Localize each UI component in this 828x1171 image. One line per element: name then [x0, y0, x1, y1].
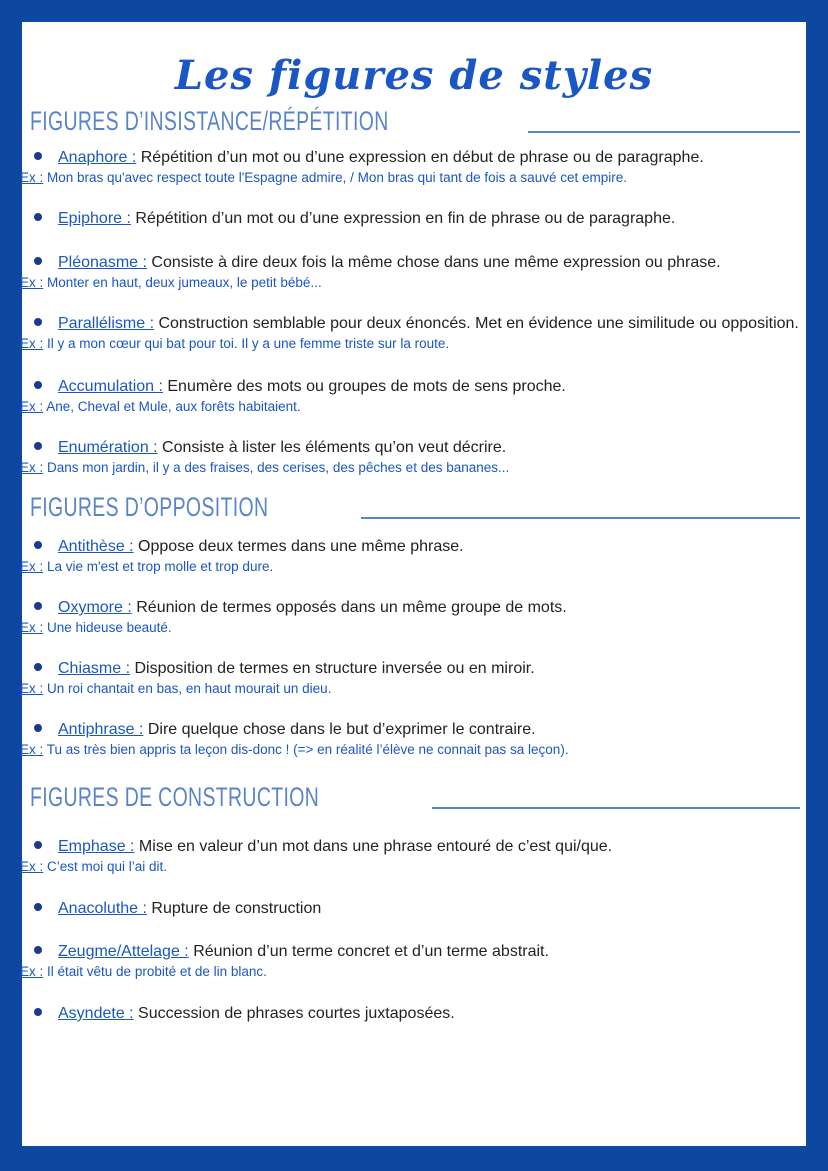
example-line: Ex : Mon bras qu'avec respect toute l'Espagne admire, / Mon bras qui tant de fois a sauvé cet empire. — [20, 170, 627, 185]
bullet-icon — [34, 946, 42, 954]
example-line: Ex : Monter en haut, deux jumeaux, le petit bébé... — [20, 275, 322, 290]
example-line: Ex : Il était vêtu de probité et de lin blanc. — [20, 964, 267, 979]
section-heading-construction — [30, 782, 800, 813]
section-heading-opposition — [30, 492, 800, 523]
section-rule — [528, 131, 800, 133]
term-label: Anacoluthe : — [58, 900, 147, 917]
bullet-icon — [34, 541, 42, 549]
term-label: Accumulation : — [58, 378, 163, 395]
term-definition: Réunion d’un terme concret et d’un terme abstrait. — [188, 943, 549, 960]
example-line: Ex : Dans mon jardin, il y a des fraises, des cerises, des pêches et des bananes... — [20, 460, 510, 475]
term-label: Enumération : — [58, 439, 158, 456]
example-line: Ex : Un roi chantait en bas, en haut mourait un dieu. — [20, 681, 332, 696]
term-label: Chiasme : — [58, 660, 131, 677]
list-item — [22, 438, 806, 477]
bullet-icon — [34, 602, 42, 610]
term-label: Epiphore : — [58, 210, 131, 227]
list-item — [22, 659, 806, 698]
example-line: Ex : Ane, Cheval et Mule, aux forêts habitaient. — [20, 399, 301, 414]
example-line: Ex : Une hideuse beauté. — [20, 620, 172, 635]
list-item — [22, 598, 806, 637]
term-definition: Répétition d’un mot ou d’une expression en début de phrase ou de paragraphe. — [136, 149, 704, 166]
term-label: Oxymore : — [58, 599, 132, 616]
list-item — [22, 377, 806, 416]
term-definition: Réunion de termes opposés dans un même groupe de mots. — [131, 599, 567, 616]
term-definition: Dire quelque chose dans le but d’exprimer le contraire. — [143, 721, 536, 738]
bullet-icon — [34, 1008, 42, 1016]
term-definition: Enumère des mots ou groupes de mots de sens proche. — [162, 378, 566, 395]
example-line: Ex : Il y a mon cœur qui bat pour toi. Il y a une femme triste sur la route. — [20, 336, 450, 351]
list-item — [22, 314, 806, 353]
term-label: Antiphrase : — [58, 721, 144, 738]
bullet-icon — [34, 903, 42, 911]
term-definition: Répétition d’un mot ou d’une expression en fin de phrase ou de paragraphe. — [130, 210, 676, 227]
list-item — [22, 148, 806, 187]
section-heading-label: FIGURES D’INSISTANCE/RÉPÉTITION — [30, 106, 389, 136]
list-item — [22, 720, 806, 759]
term-definition: Consiste à lister les éléments qu’on veut décrire. — [157, 439, 507, 456]
bullet-icon — [34, 257, 42, 265]
term-label: Zeugme/Attelage : — [58, 943, 189, 960]
bullet-icon — [34, 213, 42, 221]
bullet-icon — [34, 663, 42, 671]
list-item — [22, 537, 806, 576]
bullet-icon — [34, 442, 42, 450]
list-item — [22, 837, 806, 876]
section-rule — [361, 517, 800, 519]
example-line: Ex : Tu as très bien appris ta leçon dis-donc ! (=> en réalité l’élève ne connait pas sa leçon). — [20, 742, 569, 757]
bullet-icon — [34, 152, 42, 160]
list-item — [22, 253, 806, 292]
term-definition: Consiste à dire deux fois la même chose dans une même expression ou phrase. — [146, 254, 721, 271]
term-label: Pléonasme : — [58, 254, 147, 271]
term-definition: Oppose deux termes dans une même phrase. — [133, 538, 464, 555]
term-label: Anaphore : — [58, 149, 137, 166]
list-item — [22, 899, 806, 919]
example-line: Ex : C’est moi qui l’ai dit. — [20, 859, 168, 874]
bullet-icon — [34, 724, 42, 732]
term-label: Parallélisme : — [58, 315, 155, 332]
section-rule — [432, 807, 800, 809]
document-page — [22, 22, 806, 1146]
term-label: Antithèse : — [58, 538, 134, 555]
term-definition: Disposition de termes en structure inversée ou en miroir. — [130, 660, 535, 677]
term-label: Asyndete : — [58, 1005, 134, 1022]
bullet-icon — [34, 841, 42, 849]
term-label: Emphase : — [58, 838, 135, 855]
section-heading-insistance — [30, 106, 800, 137]
term-definition: Mise en valeur d’un mot dans une phrase entouré de c’est qui/que. — [134, 838, 613, 855]
example-line: Ex : La vie m'est et trop molle et trop dure. — [20, 559, 274, 574]
term-definition: Construction semblable pour deux énoncés. Met en évidence une similitude ou opposition. — [154, 315, 799, 332]
term-definition: Rupture de construction — [146, 900, 322, 917]
bullet-icon — [34, 381, 42, 389]
list-item — [22, 1004, 806, 1024]
term-definition: Succession de phrases courtes juxtaposées. — [133, 1005, 455, 1022]
bullet-icon — [34, 318, 42, 326]
list-item — [22, 942, 806, 981]
page-title: Les figures de styles — [174, 52, 654, 99]
section-heading-label: FIGURES D’OPPOSITION — [30, 492, 269, 522]
list-item — [22, 209, 806, 229]
section-heading-label: FIGURES DE CONSTRUCTION — [30, 782, 320, 812]
